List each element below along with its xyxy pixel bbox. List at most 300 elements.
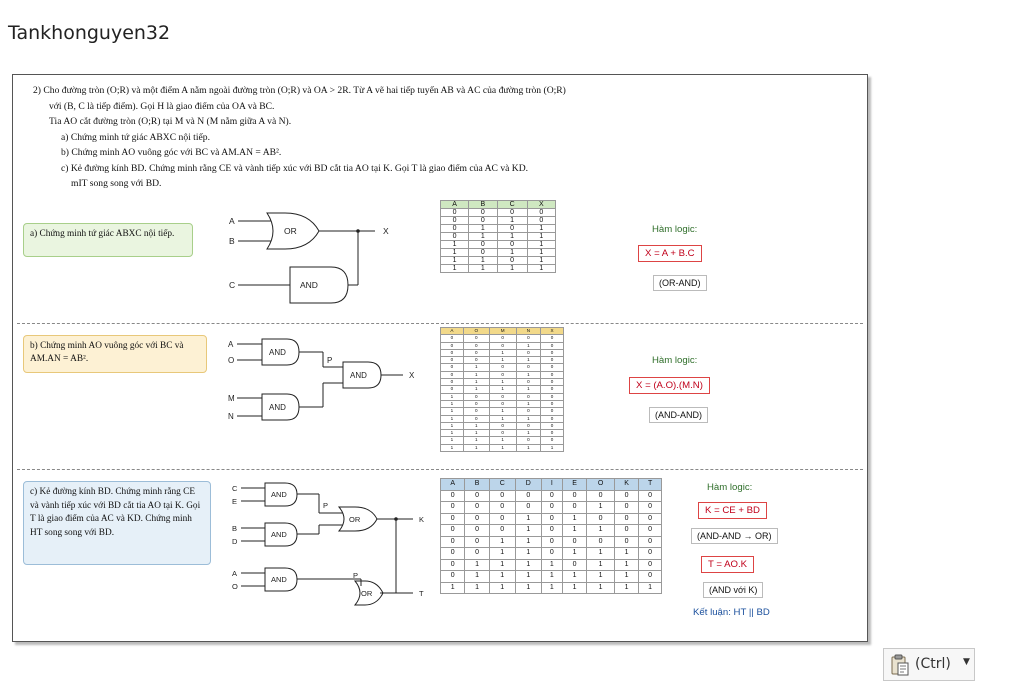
truth-table-cell: 0 — [541, 357, 564, 364]
truth-table-header — [441, 201, 556, 209]
section-c — [13, 471, 867, 639]
section-b — [13, 325, 867, 467]
wire-label-p: P — [327, 356, 333, 365]
truth-table-cell: 1 — [469, 233, 497, 241]
table-row — [441, 502, 662, 514]
truth-table-cell: 1 — [562, 525, 586, 537]
table-row — [441, 342, 564, 349]
output-label-x: X — [409, 371, 415, 380]
truth-table-cell: 0 — [441, 548, 465, 560]
truth-table-cell: 0 — [463, 335, 489, 342]
truth-table-cell: 0 — [639, 559, 662, 571]
truth-table-cell: 0 — [469, 217, 497, 225]
truth-table-header-cell: N — [516, 328, 540, 335]
truth-table-cell: 1 — [463, 437, 489, 444]
truth-table-header-cell: K — [614, 479, 638, 491]
table-row — [441, 364, 564, 371]
output-label-t: T — [419, 589, 424, 598]
truth-table-cell: 0 — [541, 408, 564, 415]
truth-table-cell: 0 — [541, 422, 564, 429]
truth-table-cell: 0 — [515, 502, 541, 514]
table-row — [441, 400, 564, 407]
truth-table-cell: 1 — [489, 415, 516, 422]
gate-or-label: OR — [361, 589, 373, 598]
problem-line: mIT song song với BD. — [71, 178, 162, 189]
problem-line: b) Chứng minh AO vuông góc với BC và AM.AN = AB². — [61, 147, 282, 158]
truth-table-header — [441, 479, 662, 491]
truth-table-cell: 0 — [587, 513, 615, 525]
truth-table-cell: 0 — [441, 371, 464, 378]
truth-table-header-cell: B — [469, 201, 497, 209]
truth-table-cell: 1 — [489, 571, 515, 583]
user-name: Tankhonguyen32 — [8, 22, 171, 44]
problem-line: 2) Cho đường tròn (O;R) và một điểm A nằm ngoài đường tròn (O;R) và OA > 2R. Từ A vẽ hai tiếp tuyến AB và AC của đường tròn (O;R) — [33, 85, 566, 96]
table-row — [441, 241, 556, 249]
truth-table-cell: 0 — [497, 225, 527, 233]
table-row — [441, 209, 556, 217]
truth-table-cell: 0 — [541, 335, 564, 342]
truth-table-cell: 1 — [441, 393, 464, 400]
truth-table-cell: 0 — [562, 490, 586, 502]
truth-table-cell: 1 — [562, 571, 586, 583]
clipboard-paste-icon — [891, 654, 909, 676]
table-row — [441, 249, 556, 257]
truth-table-cell: 1 — [489, 437, 516, 444]
truth-table-cell: 0 — [541, 502, 562, 514]
truth-table-cell: 1 — [516, 357, 540, 364]
truth-table-cell: 0 — [541, 393, 564, 400]
truth-table-cell: 0 — [441, 525, 465, 537]
truth-table-cell: 1 — [463, 379, 489, 386]
truth-table-cell: 1 — [489, 408, 516, 415]
truth-table-cell: 1 — [489, 386, 516, 393]
truth-table-cell: 1 — [515, 548, 541, 560]
truth-table-cell: 1 — [489, 582, 515, 594]
table-row — [441, 415, 564, 422]
section-a-box: a) Chứng minh tứ giác ABXC nội tiếp. — [23, 223, 193, 257]
truth-table-cell: 0 — [587, 536, 615, 548]
ham-logic-label: Hàm logic: — [652, 224, 698, 235]
paste-options-button[interactable] — [883, 648, 975, 681]
truth-table-cell: 0 — [465, 513, 489, 525]
truth-table-cell: 1 — [463, 364, 489, 371]
truth-table-cell: 0 — [527, 209, 555, 217]
truth-table-cell: 1 — [527, 249, 555, 257]
truth-table-cell: 1 — [516, 444, 540, 451]
truth-table-cell: 1 — [489, 536, 515, 548]
truth-table-cell: 1 — [527, 257, 555, 265]
table-row — [441, 536, 662, 548]
truth-table-cell: 1 — [489, 379, 516, 386]
truth-table-cell: 1 — [441, 249, 469, 257]
truth-table-cell: 1 — [515, 525, 541, 537]
table-row — [441, 393, 564, 400]
table-row — [441, 408, 564, 415]
truth-table-cell: 0 — [441, 536, 465, 548]
section-b-box: b) Chứng minh AO vuông góc với BC và AM.AN = AB². — [23, 335, 207, 373]
truth-table-header-cell: A — [441, 479, 465, 491]
output-label-k: K — [419, 515, 425, 524]
table-row — [441, 265, 556, 273]
truth-table-cell: 1 — [489, 349, 516, 356]
input-label-d: D — [232, 537, 238, 546]
truth-table-cell: 0 — [614, 490, 638, 502]
truth-table-cell: 1 — [465, 559, 489, 571]
truth-table-cell: 0 — [541, 415, 564, 422]
truth-table-cell: 1 — [489, 444, 516, 451]
gate-and-label: AND — [269, 403, 286, 412]
truth-table-cell: 0 — [516, 393, 540, 400]
truth-table-cell: 0 — [489, 490, 515, 502]
truth-table-cell: 1 — [497, 265, 527, 273]
wire-label-p: P — [323, 501, 329, 510]
truth-table-cell: 0 — [441, 357, 464, 364]
input-label-b: B — [232, 524, 238, 533]
truth-table-cell: 0 — [489, 513, 515, 525]
truth-table-cell: 0 — [463, 342, 489, 349]
truth-table-cell: 1 — [463, 371, 489, 378]
truth-table-cell: 0 — [465, 490, 489, 502]
truth-table-cell: 0 — [489, 422, 516, 429]
truth-table-cell: 0 — [441, 225, 469, 233]
truth-table-cell: 0 — [489, 393, 516, 400]
truth-table-cell: 0 — [516, 335, 540, 342]
truth-table-cell: 0 — [541, 430, 564, 437]
truth-table-cell: 0 — [441, 217, 469, 225]
truth-table-cell: 1 — [527, 233, 555, 241]
formula-a: X = A + B.C — [638, 245, 702, 262]
section-a — [13, 195, 867, 321]
input-label-n: N — [228, 412, 234, 421]
section-divider — [17, 323, 863, 324]
truth-table-cell: 0 — [497, 241, 527, 249]
gate-and-label: AND — [271, 575, 287, 584]
truth-table-header-cell: T — [639, 479, 662, 491]
truth-table-cell: 0 — [541, 525, 562, 537]
truth-table-cell: 1 — [441, 422, 464, 429]
truth-table-header-cell: A — [441, 328, 464, 335]
truth-table-cell: 0 — [541, 548, 562, 560]
truth-table-cell: 1 — [463, 386, 489, 393]
truth-table-header-cell: B — [465, 479, 489, 491]
truth-table-cell: 1 — [587, 559, 615, 571]
truth-table-cell: 0 — [562, 502, 586, 514]
gate-or-label: OR — [284, 226, 297, 236]
truth-table-cell: 0 — [541, 490, 562, 502]
truth-table-header-cell: O — [463, 328, 489, 335]
truth-table-cell: 1 — [465, 571, 489, 583]
problem-line: c) Kẻ đường kính BD. Chứng minh rằng CE và vành tiếp xúc với BD cắt tia AO tại K. Gọi T là giao điểm của AC và KD. — [61, 162, 529, 174]
truth-table-cell: 1 — [441, 400, 464, 407]
truth-table-cell: 1 — [441, 444, 464, 451]
truth-table-cell: 1 — [587, 548, 615, 560]
truth-table-header-cell: D — [515, 479, 541, 491]
truth-table-cell: 0 — [587, 490, 615, 502]
truth-table-cell: 0 — [639, 502, 662, 514]
truth-table-cell: 1 — [541, 559, 562, 571]
truth-table-cell: 1 — [463, 444, 489, 451]
truth-table-cell: 1 — [441, 257, 469, 265]
truth-table-cell: 1 — [469, 225, 497, 233]
truth-table-cell: 1 — [614, 571, 638, 583]
truth-table-cell: 0 — [541, 364, 564, 371]
truth-table-cell: 0 — [541, 349, 564, 356]
truth-table-cell: 0 — [441, 502, 465, 514]
truth-table-header-cell: A — [441, 201, 469, 209]
truth-table-cell: 0 — [516, 379, 540, 386]
truth-table-cell: 0 — [441, 209, 469, 217]
truth-table-cell: 0 — [614, 513, 638, 525]
truth-table-cell: 0 — [516, 408, 540, 415]
truth-table-cell: 0 — [497, 209, 527, 217]
truth-table-cell: 1 — [489, 559, 515, 571]
gate-or-label: OR — [349, 515, 361, 524]
truth-table-header — [441, 328, 564, 335]
conclusion-text: Kết luận: HT || BD — [693, 607, 770, 618]
truth-table-cell: 1 — [497, 233, 527, 241]
truth-table-header-cell: C — [489, 479, 515, 491]
input-label-o: O — [228, 356, 235, 365]
truth-table-cell: 0 — [441, 571, 465, 583]
formula-k: K = CE + BD — [698, 502, 767, 519]
truth-table-cell: 0 — [441, 490, 465, 502]
truth-table-header-cell: O — [587, 479, 615, 491]
wire-label-p: P — [353, 571, 359, 580]
truth-table-cell: 1 — [541, 444, 564, 451]
truth-table-cell: 0 — [541, 386, 564, 393]
truth-table-cell: 0 — [516, 349, 540, 356]
truth-table-cell: 0 — [465, 536, 489, 548]
truth-table-cell: 0 — [441, 379, 464, 386]
table-row — [441, 225, 556, 233]
truth-table-cell: 0 — [516, 437, 540, 444]
input-label-m: M — [228, 394, 235, 403]
truth-table-cell: 0 — [469, 249, 497, 257]
truth-table-cell: 0 — [463, 393, 489, 400]
truth-table-cell: 1 — [515, 559, 541, 571]
input-label-a: A — [232, 569, 238, 578]
gate-tag-a: (OR-AND) — [653, 275, 707, 291]
truth-table-cell: 1 — [441, 265, 469, 273]
section-c-box: c) Kẻ đường kính BD. Chứng minh rằng CE và vành tiếp xúc với BD cắt tia AO tại K. Gọi T là giao điểm của AC và KD. Chứng minh HT song song với BD. — [23, 481, 211, 565]
table-row — [441, 335, 564, 342]
truth-table-cell: 0 — [463, 400, 489, 407]
truth-table-cell: 0 — [541, 371, 564, 378]
truth-table-cell: 1 — [497, 249, 527, 257]
truth-table-cell: 0 — [463, 349, 489, 356]
truth-table-cell: 1 — [614, 559, 638, 571]
truth-table-cell: 0 — [639, 548, 662, 560]
truth-table-cell: 0 — [541, 536, 562, 548]
input-label-e: E — [232, 497, 238, 506]
truth-table-cell: 0 — [489, 400, 516, 407]
table-row — [441, 444, 564, 451]
truth-table-cell: 1 — [515, 582, 541, 594]
gate-and-label: AND — [350, 371, 367, 380]
truth-table-a — [440, 200, 556, 273]
truth-table-cell: 0 — [463, 408, 489, 415]
truth-table-cell: 1 — [469, 257, 497, 265]
truth-table-cell: 1 — [515, 513, 541, 525]
truth-table-cell: 1 — [527, 265, 555, 273]
problem-line: với (B, C là tiếp điểm). Gọi H là giao điểm của OA và BC. — [49, 100, 275, 112]
truth-table-cell: 1 — [489, 357, 516, 364]
truth-table-cell: 0 — [489, 342, 516, 349]
truth-table-cell: 1 — [441, 582, 465, 594]
table-row — [441, 422, 564, 429]
truth-table-cell: 1 — [562, 548, 586, 560]
truth-table-cell: 0 — [516, 364, 540, 371]
truth-table-cell: 0 — [441, 364, 464, 371]
truth-table-cell: 0 — [489, 371, 516, 378]
truth-table-cell: 0 — [614, 502, 638, 514]
truth-table-header-cell: X — [527, 201, 555, 209]
truth-table-cell: 1 — [441, 415, 464, 422]
truth-table-cell: 0 — [463, 415, 489, 422]
truth-table-cell: 1 — [441, 408, 464, 415]
truth-table-cell: 0 — [441, 386, 464, 393]
table-row — [441, 571, 662, 583]
truth-table-cell: 0 — [614, 536, 638, 548]
truth-table-cell: 1 — [469, 265, 497, 273]
truth-table-cell: 0 — [489, 364, 516, 371]
gate-and-label: AND — [271, 490, 287, 499]
truth-table-cell: 0 — [441, 342, 464, 349]
truth-table-cell: 1 — [516, 386, 540, 393]
problem-text — [33, 83, 823, 192]
truth-table-cell: 1 — [614, 582, 638, 594]
table-row — [441, 525, 662, 537]
truth-table-cell: 1 — [639, 582, 662, 594]
chevron-down-icon: ▼ — [963, 657, 970, 667]
truth-table-cell: 1 — [587, 571, 615, 583]
input-label-a: A — [229, 216, 235, 226]
truth-table-cell: 0 — [469, 241, 497, 249]
gate-tag-k: (AND-AND → OR) — [691, 528, 778, 544]
ham-logic-label: Hàm logic: — [707, 482, 753, 493]
truth-table-cell: 1 — [527, 225, 555, 233]
truth-table-cell: 1 — [541, 571, 562, 583]
truth-table-cell: 0 — [469, 209, 497, 217]
table-row — [441, 437, 564, 444]
truth-table-cell: 0 — [441, 559, 465, 571]
truth-table-header-cell: X — [541, 328, 564, 335]
truth-table-cell: 0 — [489, 335, 516, 342]
truth-table-cell: 1 — [515, 571, 541, 583]
truth-table-c — [440, 478, 662, 594]
table-row — [441, 257, 556, 265]
truth-table-cell: 0 — [441, 335, 464, 342]
gate-and-label: AND — [271, 530, 287, 539]
table-row — [441, 357, 564, 364]
truth-table-cell: 0 — [441, 233, 469, 241]
truth-table-cell: 0 — [639, 490, 662, 502]
truth-table-cell: 1 — [541, 582, 562, 594]
truth-table-cell: 0 — [489, 502, 515, 514]
ham-logic-label: Hàm logic: — [652, 355, 698, 366]
section-divider — [17, 469, 863, 470]
truth-table-header-cell: I — [541, 479, 562, 491]
truth-table-cell: 0 — [441, 349, 464, 356]
truth-table-cell: 0 — [639, 525, 662, 537]
table-row — [441, 349, 564, 356]
table-row — [441, 548, 662, 560]
truth-table-cell: 1 — [463, 422, 489, 429]
truth-table-cell: 0 — [489, 525, 515, 537]
input-label-a: A — [228, 340, 234, 349]
table-row — [441, 371, 564, 378]
input-label-c: C — [232, 484, 238, 493]
gate-and-label: AND — [300, 280, 318, 290]
truth-table-cell: 0 — [614, 525, 638, 537]
truth-table-cell: 0 — [639, 536, 662, 548]
input-label-o: O — [232, 582, 238, 591]
truth-table-cell: 0 — [497, 257, 527, 265]
pasted-document-image — [12, 74, 868, 642]
paste-options-label: (Ctrl) — [915, 656, 951, 672]
truth-table-cell: 1 — [614, 548, 638, 560]
truth-table-cell: 0 — [515, 490, 541, 502]
truth-table-cell: 0 — [541, 400, 564, 407]
table-row — [441, 233, 556, 241]
truth-table-cell: 1 — [516, 430, 540, 437]
truth-table-header-cell: E — [562, 479, 586, 491]
truth-table-cell: 0 — [465, 502, 489, 514]
truth-table-cell: 0 — [639, 571, 662, 583]
truth-table-b — [440, 327, 564, 452]
truth-table-cell: 0 — [489, 430, 516, 437]
formula-b: X = (A.O).(M.N) — [629, 377, 710, 394]
truth-table-cell: 1 — [515, 536, 541, 548]
table-row — [441, 217, 556, 225]
truth-table-cell: 0 — [562, 536, 586, 548]
truth-table-cell: 1 — [516, 400, 540, 407]
truth-table-cell: 0 — [541, 379, 564, 386]
truth-table-cell: 1 — [465, 582, 489, 594]
truth-table-cell: 0 — [516, 422, 540, 429]
truth-table-cell: 1 — [463, 430, 489, 437]
table-row — [441, 490, 662, 502]
table-row — [441, 430, 564, 437]
truth-table-cell: 1 — [489, 548, 515, 560]
truth-table-cell: 1 — [441, 437, 464, 444]
truth-table-cell: 0 — [541, 342, 564, 349]
truth-table-cell: 0 — [465, 548, 489, 560]
truth-table-cell: 1 — [516, 415, 540, 422]
output-label-x: X — [383, 226, 389, 236]
table-row — [441, 379, 564, 386]
problem-line: a) Chứng minh tứ giác ABXC nội tiếp. — [61, 131, 210, 143]
truth-table-cell: 1 — [497, 217, 527, 225]
truth-table-cell: 1 — [516, 371, 540, 378]
input-label-c: C — [229, 280, 236, 290]
truth-table-cell: 1 — [441, 241, 469, 249]
truth-table-cell: 0 — [527, 217, 555, 225]
input-label-b: B — [229, 236, 235, 246]
gate-tag-t: (AND với K) — [703, 582, 763, 598]
truth-table-cell: 0 — [639, 513, 662, 525]
truth-table-header-cell: C — [497, 201, 527, 209]
truth-table-cell: 1 — [562, 513, 586, 525]
truth-table-cell: 1 — [587, 502, 615, 514]
table-row — [441, 559, 662, 571]
truth-table-cell: 0 — [541, 513, 562, 525]
truth-table-cell: 1 — [516, 342, 540, 349]
truth-table-header-cell: M — [489, 328, 516, 335]
table-row — [441, 582, 662, 594]
truth-table-cell: 1 — [562, 582, 586, 594]
problem-line: Tia AO cắt đường tròn (O;R) tại M và N (M nằm giữa A và N). — [49, 116, 292, 127]
